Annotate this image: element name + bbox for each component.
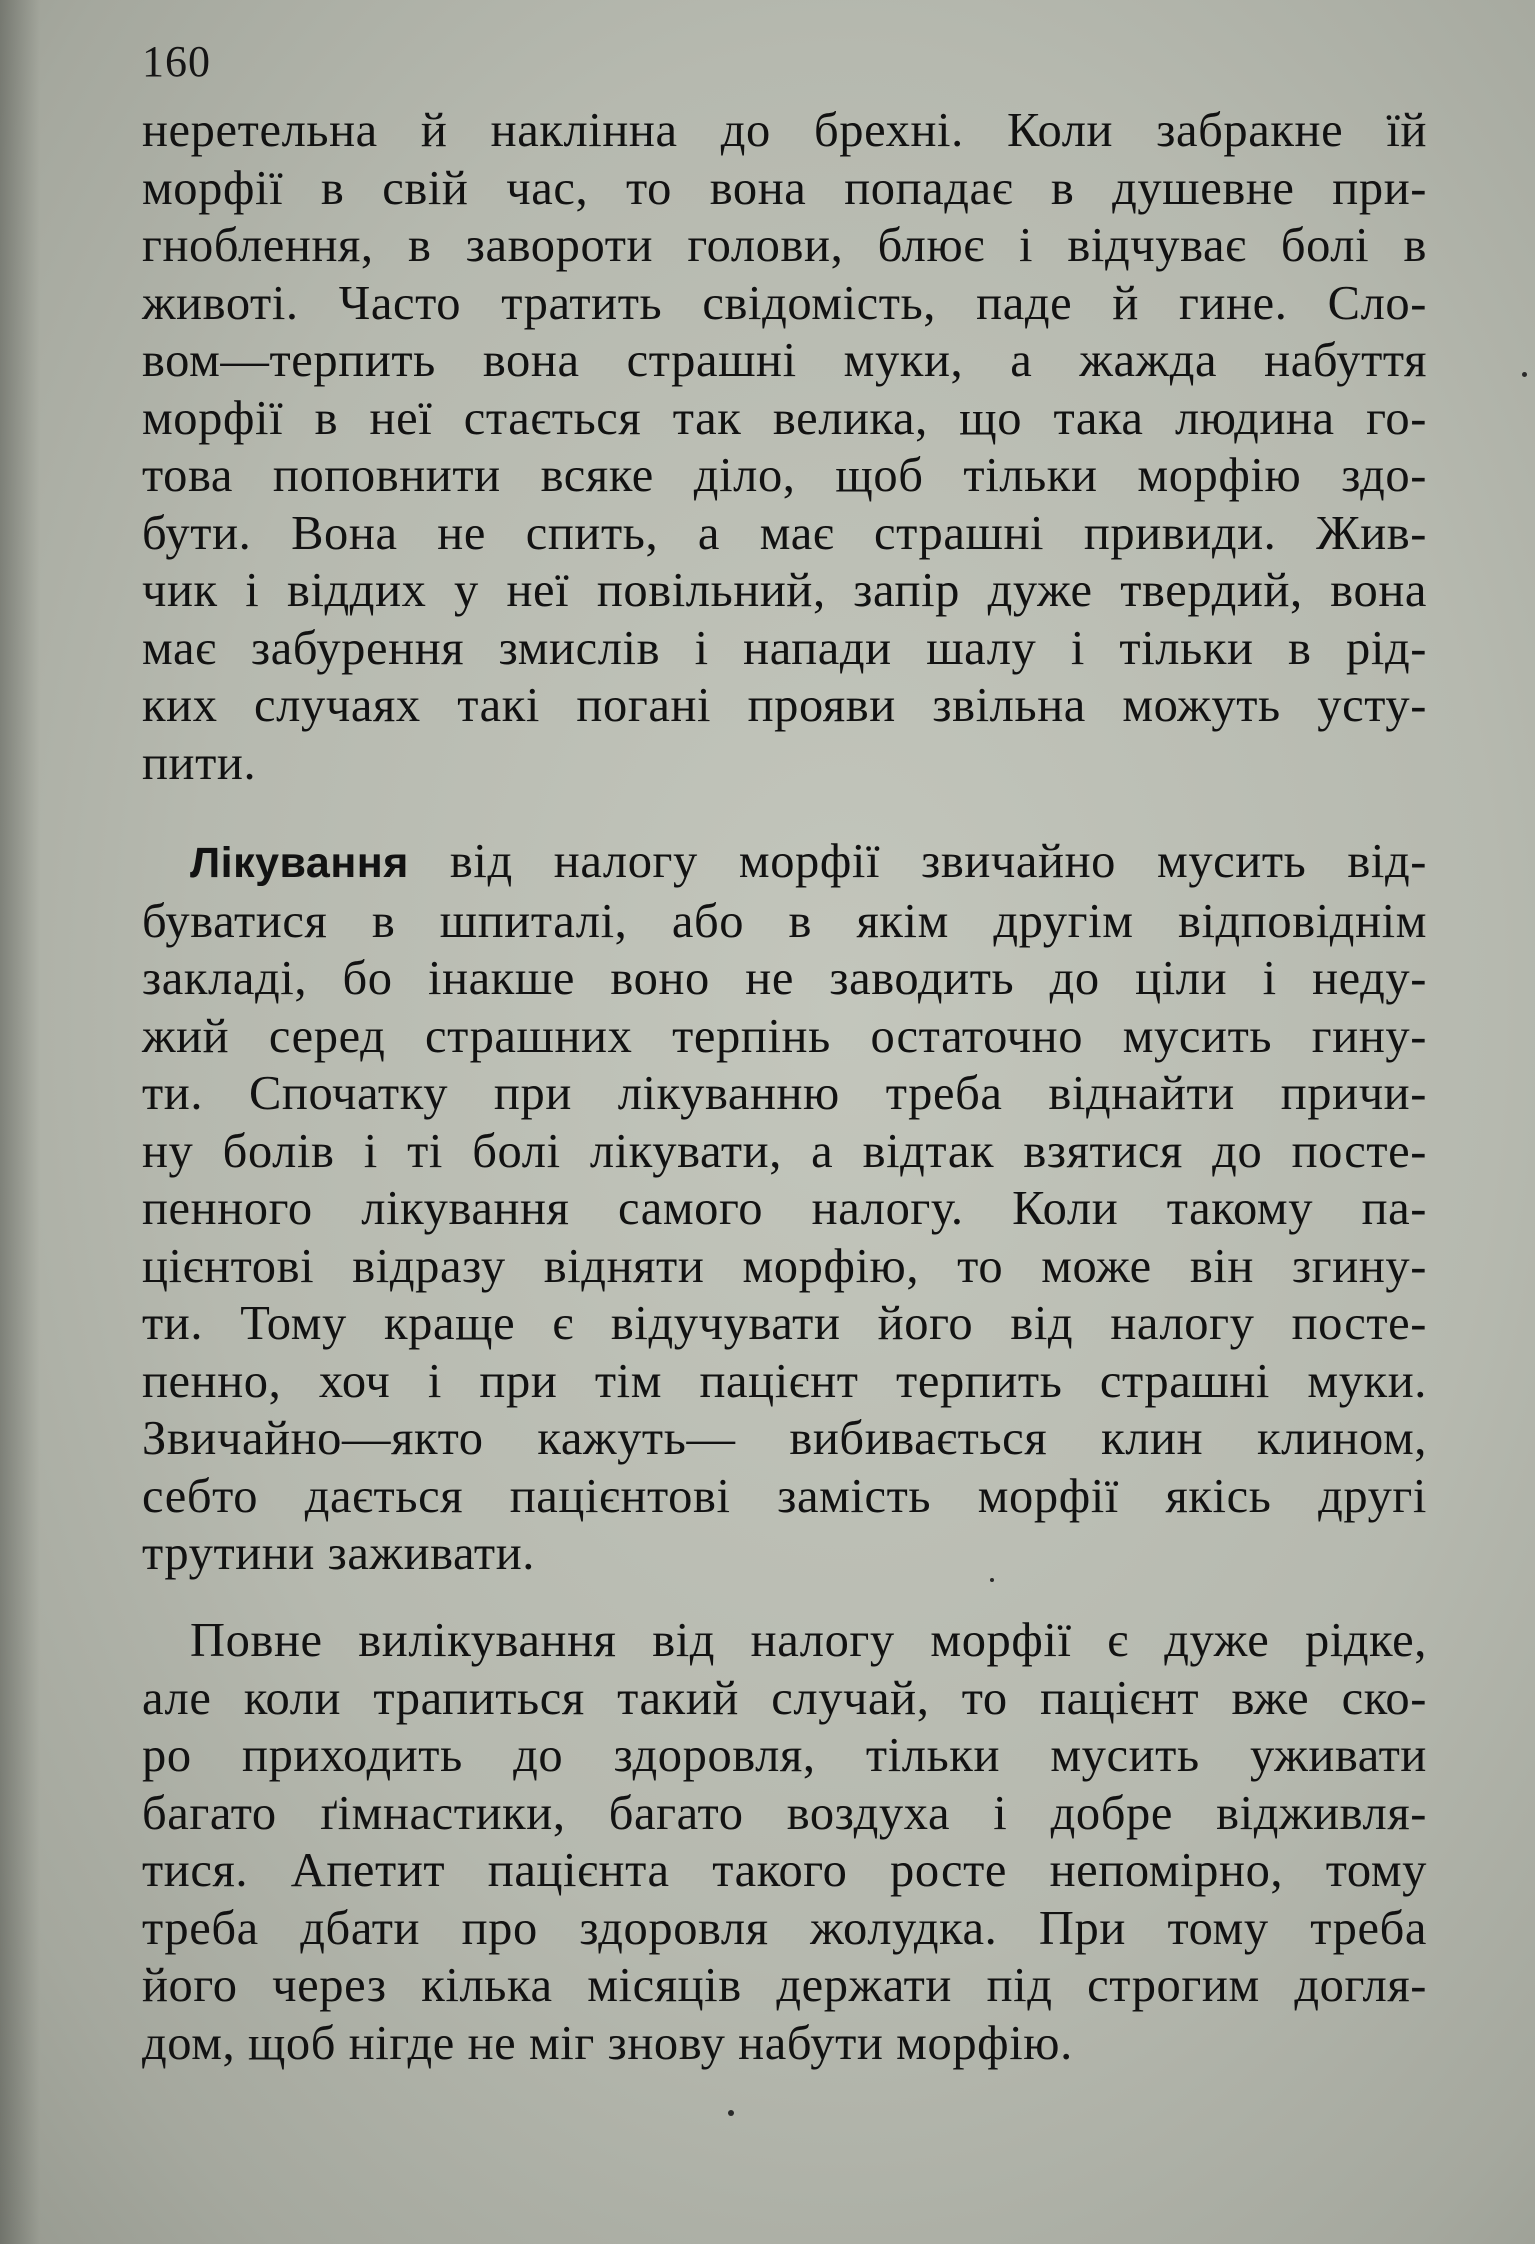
text-line: багато ґімнастики, багато воздуха і добре відживля- bbox=[142, 1786, 1427, 1840]
text-line: тися. Апетит пацієнта такого росте непомірно, тому bbox=[142, 1844, 1427, 1897]
bold-lead-word: Лікування bbox=[190, 839, 409, 887]
text-line: його через кілька місяців держати під строгим догля- bbox=[142, 1959, 1427, 2012]
text-line: цієнтові відразу відняти морфію, то може він згину- bbox=[142, 1239, 1427, 1293]
text-line: това поповнити всяке діло, щоб тільки морфію здо- bbox=[142, 449, 1427, 502]
text-line: ну болів і ті болі лікувати, а відтак взятися до посте- bbox=[142, 1124, 1427, 1178]
text-line: вом—терпить вона страшні муки, а жажда набуття bbox=[142, 334, 1427, 387]
text-line: чик і віддих у неї повільний, запір дуже твердий, вона bbox=[142, 564, 1427, 617]
text-line: ти. Спочатку при лікуванню треба віднайти причи- bbox=[142, 1067, 1427, 1120]
paragraph-3 bbox=[142, 1612, 1427, 2072]
text-line: морфії в неї стається так велика, що така людина го- bbox=[142, 391, 1427, 445]
text-line: себто дається пацієнтові замість морфії якісь другі bbox=[142, 1469, 1427, 1523]
text-line: має забурення змислів і напади шалу і тільки в рід- bbox=[142, 621, 1427, 675]
text-line: неретельна й наклінна до брехні. Коли забракне їй bbox=[142, 104, 1427, 157]
text-line: ких случаях такі погані прояви звільна можуть усту- bbox=[142, 679, 1427, 732]
text-line: треба дбати про здоровля жолудка. При тому треба bbox=[142, 1901, 1427, 1955]
paragraph-2 bbox=[142, 833, 1427, 1583]
text-line-rest: від налогу морфії звичайно мусить від- bbox=[449, 835, 1427, 888]
paragraph-1 bbox=[142, 102, 1427, 792]
text-line: пенного лікування самого налогу. Коли такому па- bbox=[142, 1182, 1427, 1235]
text-line: Звичайно—якто кажуть— вибивається клин клином, bbox=[142, 1412, 1427, 1465]
page-gutter-shadow bbox=[0, 0, 40, 2244]
text-line: буватися в шпиталі, або в якім другім відповіднім bbox=[142, 894, 1427, 948]
text-line: бути. Вона не спить, а має страшні привиди. Жив- bbox=[142, 506, 1427, 560]
text-line: гноблення, в завороти голови, блює і відчуває болі в bbox=[142, 219, 1427, 272]
text-line: ро приходить до здоровля, тільки мусить уживати bbox=[142, 1729, 1427, 1782]
text-line: але коли трапиться такий случай, то пацієнт вже ско- bbox=[142, 1671, 1427, 1725]
text-line: жий серед страшних терпінь остаточно мусить гину- bbox=[142, 1009, 1427, 1063]
paper-speck bbox=[728, 2110, 734, 2116]
text-line: дом, щоб нігде не міг знову набути морфію. bbox=[142, 2016, 1073, 2070]
text-line: морфії в свій час, то вона попадає в душевне при- bbox=[142, 161, 1427, 215]
text-line: Повне вилікування від налогу морфії є дуже рідке, bbox=[190, 1614, 1427, 1667]
page-number: 160 bbox=[142, 37, 211, 86]
text-line: трутини заживати. bbox=[142, 1527, 535, 1580]
text-line: пенно, хоч і при тім пацієнт терпить страшні муки. bbox=[142, 1354, 1427, 1408]
text-line-first bbox=[142, 833, 1427, 893]
text-line: ти. Тому краще є відучувати його від налогу посте- bbox=[142, 1297, 1427, 1350]
paper-speck bbox=[1522, 372, 1527, 377]
text-line: животі. Часто тратить свідомість, паде й гине. Сло- bbox=[142, 276, 1427, 330]
text-line: пити. bbox=[142, 736, 257, 790]
text-line: закладі, бо інакше воно не заводить до ціли і неду- bbox=[142, 952, 1427, 1005]
paper-speck bbox=[990, 1578, 994, 1582]
